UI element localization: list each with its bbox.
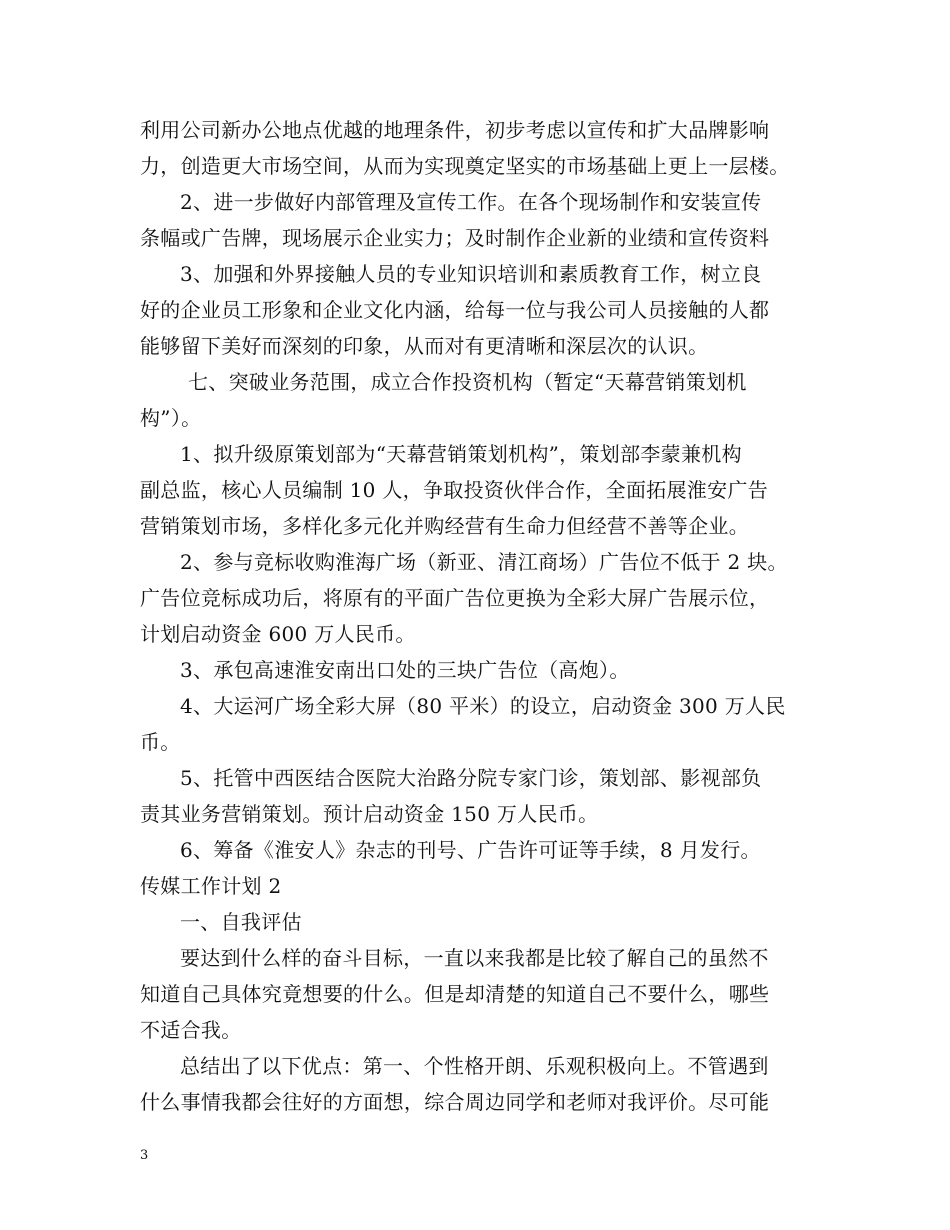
text-line: 副总监，核心人员编制 10 人，争取投资伙伴合作，全面拓展淮安广告 bbox=[140, 478, 769, 502]
text-line: 计划启动资金 600 万人民币。 bbox=[140, 622, 416, 646]
text-line: 1、拟升级原策划部为“天幕营销策划机构”，策划部李蒙兼机构 bbox=[180, 442, 742, 466]
text-line: 能够留下美好而深刻的印象，从而对有更清晰和深层次的认识。 bbox=[140, 334, 709, 358]
text-line: 广告位竞标成功后，将原有的平面广告位更换为全彩大屏广告展示位， bbox=[140, 586, 770, 610]
text-line: 什么事情我都会往好的方面想，综合周边同学和老师对我评价。尽可能 bbox=[140, 1090, 770, 1114]
section-heading-line: 一、自我评估 bbox=[180, 910, 302, 934]
text-line: 5、托管中西医结合医院大治路分院专家门诊，策划部、影视部负 bbox=[180, 766, 762, 790]
section-heading-line: 七、突破业务范围，成立合作投资机构（暂定“天幕营销策划机 bbox=[188, 370, 747, 394]
text-line: 营销策划市场，多样化多元化并购经营有生命力但经营不善等企业。 bbox=[140, 514, 749, 538]
text-line: 责其业务营销策划。预计启动资金 150 万人民币。 bbox=[140, 802, 599, 826]
text-line: 好的企业员工形象和企业文化内涵，给每一位与我公司人员接触的人都 bbox=[140, 298, 770, 322]
text-line: 4、大运河广场全彩大屏（80 平米）的设立，启动资金 300 万人民 bbox=[180, 694, 786, 718]
text-line: 6、筹备《淮安人》杂志的刊号、广告许可证等手续，8 月发行。 bbox=[180, 838, 761, 862]
text-line: 力，创造更大市场空间，从而为实现奠定坚实的市场基础上更上一层楼。 bbox=[140, 154, 790, 178]
text-line: 2、参与竞标收购淮海广场（新亚、清江商场）广告位不低于 2 块。 bbox=[180, 550, 788, 574]
document-body bbox=[140, 112, 840, 1120]
text-line: 3、加强和外界接触人员的专业知识培训和素质教育工作，树立良 bbox=[180, 262, 762, 286]
document-title-line: 传媒工作计划 2 bbox=[140, 874, 282, 898]
text-line: 2、进一步做好内部管理及宣传工作。在各个现场制作和安装宣传 bbox=[180, 190, 762, 214]
text-line: 3、承包高速淮安南出口处的三块广告位（高炮）。 bbox=[180, 658, 630, 682]
page-number: 3 bbox=[140, 1148, 149, 1163]
text-line: 利用公司新办公地点优越的地理条件，初步考虑以宣传和扩大品牌影响 bbox=[140, 118, 770, 142]
text-line: 总结出了以下优点：第一、个性格开朗、乐观积极向上。不管遇到 bbox=[180, 1054, 769, 1078]
text-line: 币。 bbox=[140, 730, 181, 754]
text-line: 要达到什么样的奋斗目标，一直以来我都是比较了解自己的虽然不 bbox=[180, 946, 769, 970]
text-line: 知道自己具体究竟想要的什么。但是却清楚的知道自己不要什么，哪些 bbox=[140, 982, 770, 1006]
text-line: 条幅或广告牌，现场展示企业实力；及时制作企业新的业绩和宣传资料 bbox=[140, 226, 770, 250]
text-line: 构”）。 bbox=[140, 406, 202, 430]
text-line: 不适合我。 bbox=[140, 1018, 242, 1042]
